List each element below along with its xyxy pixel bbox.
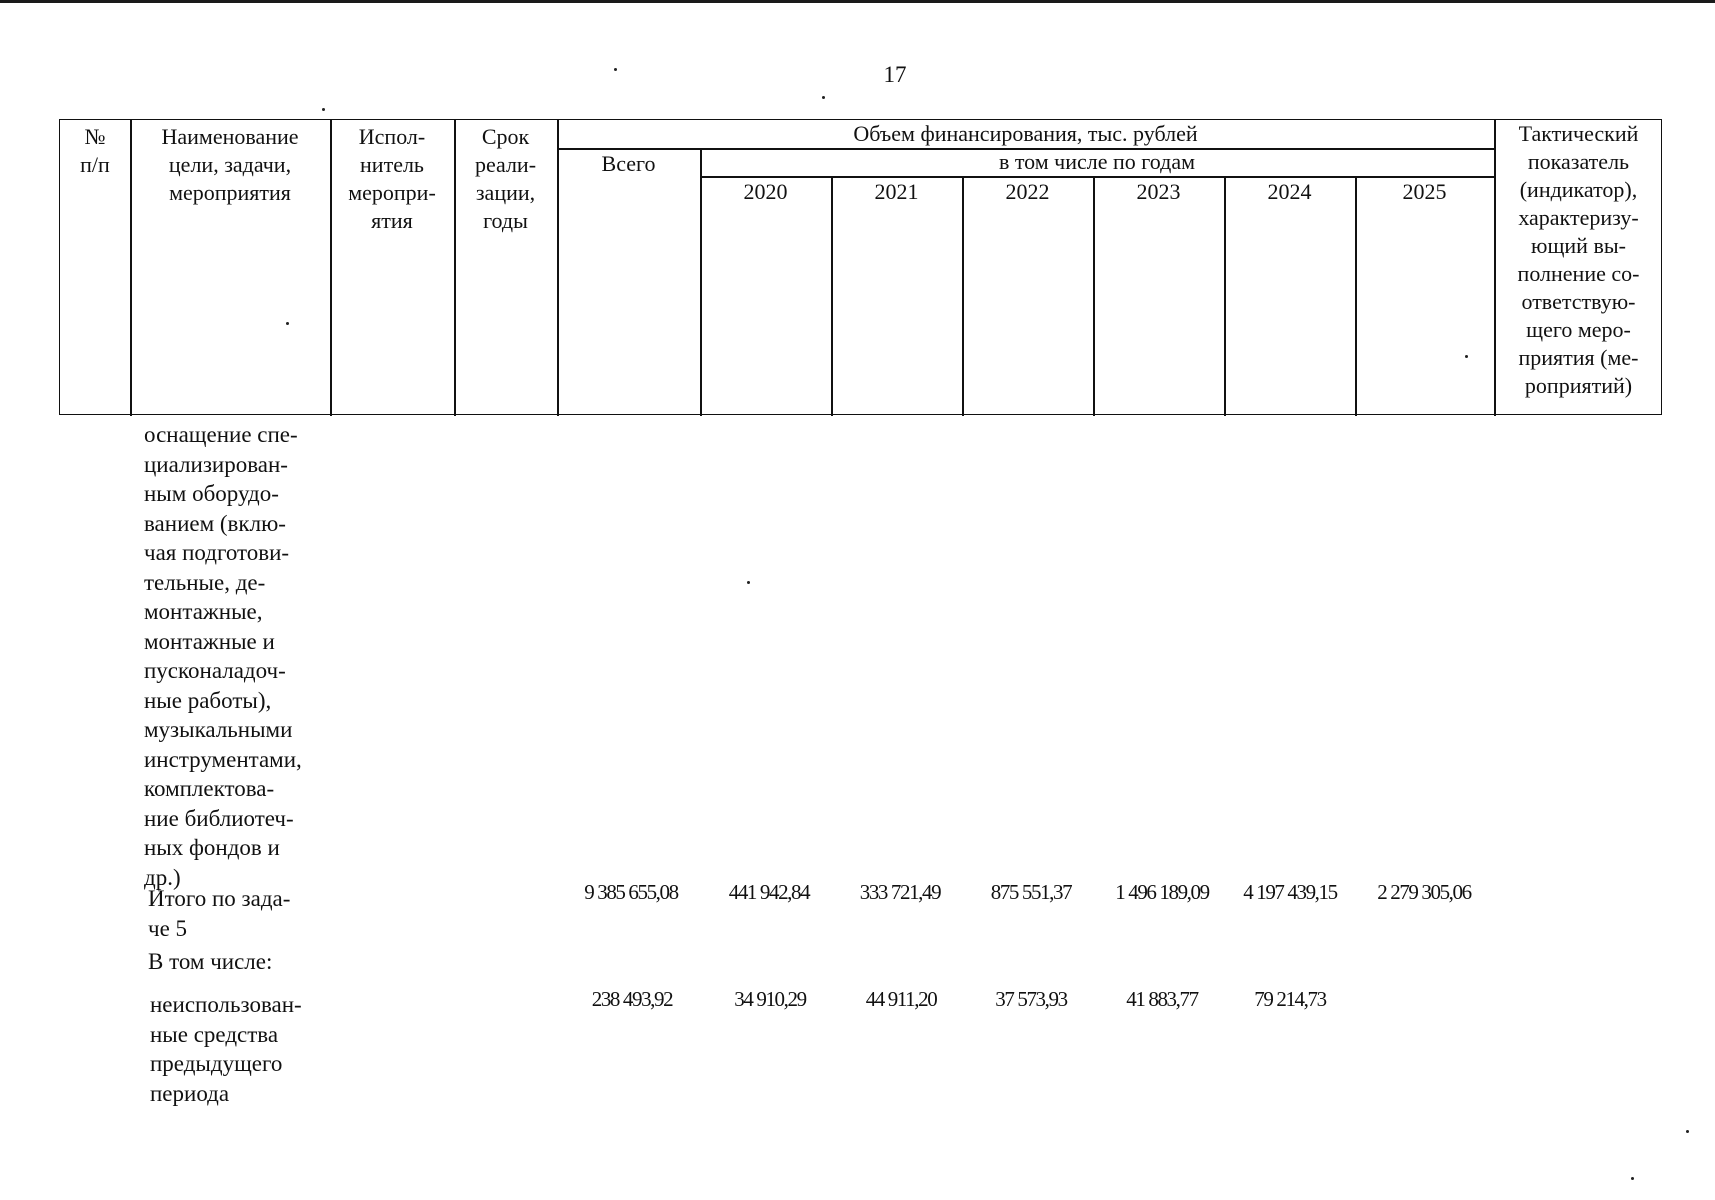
row-name: В том числе:	[148, 949, 273, 974]
row-name: неиспользован- ные средства предыдущего периода	[150, 992, 302, 1106]
table-header	[59, 119, 1662, 415]
scan-speck	[822, 96, 825, 99]
col-divider	[962, 177, 964, 416]
col-divider	[1355, 177, 1357, 416]
header-term: Срок реали- зации, годы	[474, 124, 537, 233]
scan-speck	[747, 581, 750, 584]
value-2021: 333 721,49	[859, 880, 941, 904]
value-2023: 41 883,77	[1126, 987, 1198, 1011]
header-total: Всего	[601, 151, 656, 176]
value-2024: 79 214,73	[1254, 987, 1326, 1011]
header-year: 2020	[743, 179, 788, 204]
row-name: оснащение спе- циализирован- ным оборудо- ванием (вклю- чая подготови- тельные, де- монтажные, монтажные и пусконаладоч- ные работы), музыкальными инструментами, комплектова- ние библиотеч- ных фондов и др.)	[144, 422, 302, 890]
scan-speck	[1631, 1177, 1634, 1180]
value-2025: 2 279 305,06	[1377, 880, 1471, 904]
header-year: 2021	[874, 179, 919, 204]
header-indicator: Тактический показатель (индикатор), характеризу- ющий вы- полнение со- ответствую- щего меро- приятия (ме- роприятий)	[1517, 121, 1640, 398]
scan-top-edge	[0, 0, 1715, 3]
header-year: 2024	[1267, 179, 1312, 204]
value-2022: 875 551,37	[990, 880, 1072, 904]
row-name: Итого по зада- че 5	[148, 886, 291, 941]
value-2020: 34 910,29	[734, 987, 806, 1011]
header-name: Наименование цели, задачи, мероприятия	[161, 124, 299, 205]
col-divider	[1224, 177, 1226, 416]
col-divider	[1093, 177, 1095, 416]
header-year: 2023	[1136, 179, 1181, 204]
value-total: 238 493,92	[591, 987, 673, 1011]
page-number: 17	[883, 62, 907, 87]
header-funding: Объем финансирования, тыс. рублей	[853, 121, 1198, 146]
scan-speck	[1686, 1130, 1689, 1133]
header-num: № п/п	[80, 124, 110, 177]
scan-speck	[322, 108, 325, 111]
value-total: 9 385 655,08	[584, 880, 678, 904]
value-2024: 4 197 439,15	[1243, 880, 1337, 904]
value-2023: 1 496 189,09	[1115, 880, 1209, 904]
value-2020: 441 942,84	[728, 880, 810, 904]
header-year: 2022	[1005, 179, 1050, 204]
header-year: 2025	[1402, 179, 1447, 204]
header-executor: Испол- нитель меропри- ятия	[348, 124, 436, 233]
header-by-years: в том числе по годам	[998, 149, 1196, 174]
scan-speck	[286, 322, 289, 325]
value-2021: 44 911,20	[865, 987, 937, 1011]
value-2022: 37 573,93	[995, 987, 1067, 1011]
col-divider	[831, 177, 833, 416]
scan-speck	[614, 68, 617, 71]
scan-speck	[1465, 355, 1468, 358]
